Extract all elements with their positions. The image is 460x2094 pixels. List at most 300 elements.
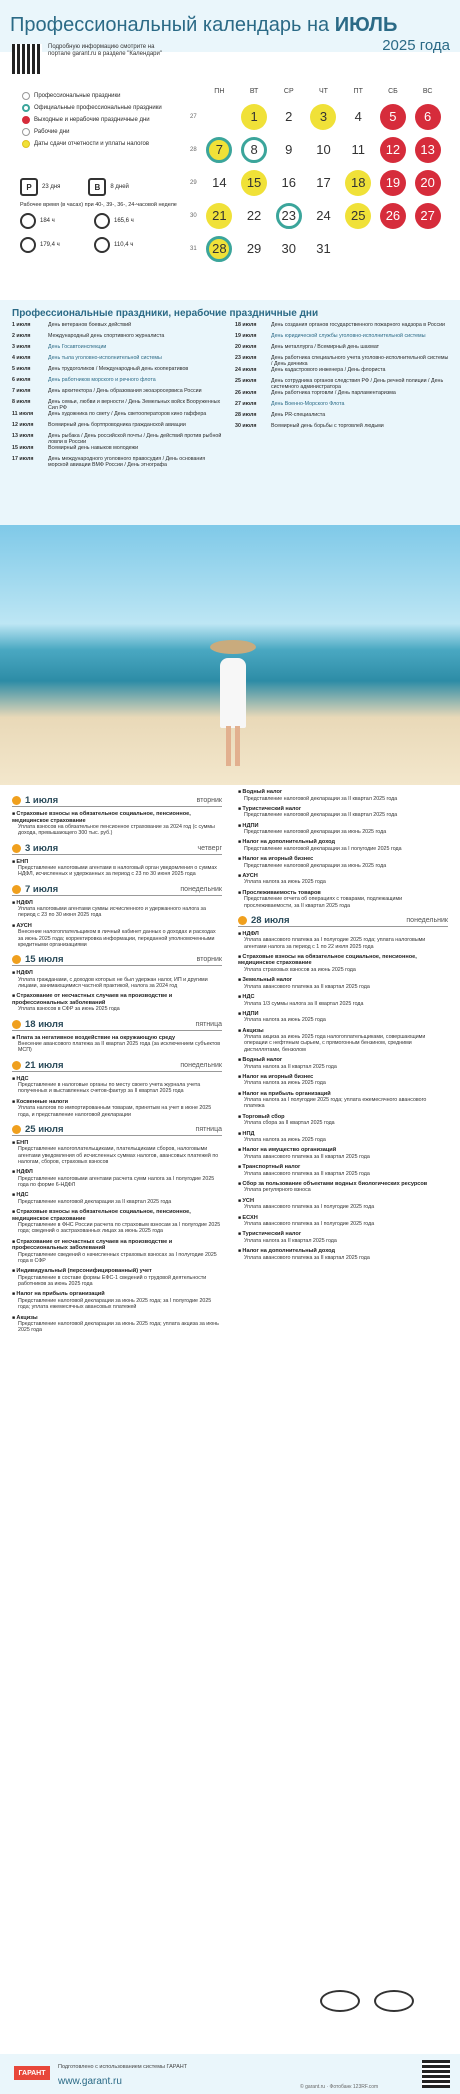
deadline-item (238, 1164, 448, 1177)
deadline-item (12, 1192, 222, 1205)
deadline-date: 7 июля (25, 883, 59, 895)
holiday-name: День художника по свету / День светооператоров кино гаффера (48, 411, 207, 417)
deadline-item (12, 993, 222, 1012)
legend-item: Выходные и нерабочие праздничные дни (22, 114, 182, 126)
calendar-day[interactable]: 12 (380, 137, 406, 163)
legend-item: Профессиональные праздники (22, 90, 182, 102)
deadline-title: ■ НДС (12, 1076, 222, 1083)
deadline-date: 3 июля (25, 842, 59, 854)
deadline-title: ■ Налог на прибыль организаций (238, 1091, 448, 1098)
holidays-right (235, 322, 450, 434)
clock-icon (94, 213, 110, 229)
qr-code[interactable] (422, 2060, 450, 2088)
deadline-desc: Уплата авансового платежа за I полугодие 2025 года; уплата налоговыми агентами налога за период с 1 по 22 июля 2025 года (244, 937, 426, 950)
deadline-title: ■ Торговый сбор (238, 1114, 448, 1121)
holiday-name: День тыла уголовно-исполнительной системы (48, 355, 162, 361)
week-number: 27 (190, 113, 197, 120)
deadline-item (12, 1140, 222, 1165)
deadline-desc: Представление налоговыми агентами расчета сумм налога за I полугодие 2025 года по форме 6-НДФЛ (18, 1175, 215, 1189)
holiday-date: 26 июля (235, 390, 257, 396)
deadline-desc: Уплата налоговыми агентами суммы исчисленного и удержанного налога за период с 23 по 30 июня 2025 года (18, 906, 206, 919)
deadline-title: ■ Страховые взносы на обязательное социальное, пенсионное, медицинское страхование (238, 954, 448, 967)
calendar-day[interactable]: 11 (345, 137, 371, 163)
calendar-day[interactable]: 10 (310, 137, 336, 163)
deadline-item (238, 1131, 448, 1144)
deadline-desc: Представление в налоговые органы по месту своего учета журнала учета полученных и выставленных счетов-фактур за II квартал 2025 года (18, 1082, 201, 1095)
deadline-item (238, 1215, 448, 1228)
holiday-name: День PR-специалиста (271, 412, 326, 418)
holiday-row (12, 366, 227, 377)
deadline-item (12, 1291, 222, 1310)
deadline-title: ■ Страхование от несчастных случаев на производстве и профессиональных заболеваний (12, 993, 222, 1006)
deadline-item (12, 1076, 222, 1095)
deadline-title: ■ ЕСХН (238, 1215, 448, 1222)
deadline-item (12, 859, 222, 878)
holidays-left (12, 322, 227, 468)
deadline-title: ■ Туристический налог (238, 806, 448, 813)
calendar-day[interactable]: 22 (241, 203, 267, 229)
calendar-day[interactable]: 21 (206, 203, 232, 229)
deadline-title: ■ Налог на игорный бизнес (238, 1074, 448, 1081)
deadline-desc: Представление налоговыми агентами в налоговый орган уведомления о суммах НДФЛ, исчисленных и удержанных за период с 23 по 30 июня 2025 года (18, 865, 217, 878)
calendar-day[interactable]: 5 (380, 104, 406, 130)
holiday-row (12, 322, 227, 333)
deadline-title: ■ Земельный налог (238, 977, 448, 984)
holiday-row (235, 367, 450, 378)
deadline-title: ■ Налог на прибыль организаций (12, 1291, 222, 1298)
deadline-desc: Уплата гражданами, с доходов которых не был удержан налог, ИП и другими лицами, занимающимися частной практикой, налога за 2024 год (18, 976, 208, 989)
site-link[interactable]: www.garant.ru (58, 2076, 122, 2087)
calendar-day[interactable]: 2 (276, 104, 302, 130)
calendar-day[interactable]: 4 (345, 104, 371, 130)
holiday-name: День сотрудника органов следствия РФ / День речной полиции / День системного администратора (271, 378, 444, 390)
holiday-row (12, 399, 227, 411)
deadline-date: 18 июля (25, 1018, 64, 1030)
calendar-day[interactable]: 1 (241, 104, 267, 130)
qr-note: Подробную информацию смотрите на портале garant.ru в разделе "Календари" (48, 44, 162, 57)
deadline-title: ■ Страховые взносы на обязательное социальное, пенсионное, медицинское страхование (12, 1209, 222, 1222)
weekday: четверг (197, 844, 222, 852)
deadline-item (238, 1231, 448, 1244)
deadline-desc: Представление налоговой декларации за июнь 2025 года (244, 829, 387, 836)
deadline-desc: Уплата взносов в СФР за июнь 2025 года (18, 1006, 120, 1013)
calendar-day[interactable]: 14 (206, 170, 232, 196)
holiday-date: 5 июля (12, 366, 31, 372)
weekday-label: ЧТ (319, 88, 328, 95)
holiday-row (235, 412, 450, 423)
holiday-name: День работников морского и речного флота (48, 377, 156, 383)
holiday-row (12, 456, 227, 468)
calendar-day[interactable]: 17 (310, 170, 336, 196)
deadline-title: ■ Плата за негативное воздействие на окружающую среду (12, 1035, 222, 1042)
deadline-item (12, 1239, 222, 1265)
deadline-desc: Уплата сбора за II квартал 2025 года (244, 1120, 335, 1127)
holiday-row (235, 322, 450, 333)
qr-code[interactable] (12, 44, 42, 74)
deadline-item (12, 970, 222, 989)
calendar-week (190, 133, 445, 166)
holiday-row (235, 401, 450, 412)
footer (0, 2054, 460, 2094)
holiday-date: 25 июля (235, 378, 257, 384)
deadline-desc: Уплата авансового платежа за II квартал 2025 года (244, 1170, 370, 1177)
deadline-desc: Представление отчета об операциях с товарами, подлежащими прослеживаемости, за II квартал 2025 года (244, 896, 403, 909)
deadline-item (238, 931, 448, 950)
deadline-item (238, 954, 448, 973)
calendar-day[interactable]: 25 (345, 203, 371, 229)
deadline-desc: Уплата налога за II квартал 2025 года (244, 1237, 337, 1244)
holiday-date: 20 июля (235, 344, 257, 350)
holiday-name: Всемирный день навыков молодежи (48, 445, 139, 451)
holiday-row (12, 433, 227, 445)
deadline-title: ■ НДС (238, 994, 448, 1001)
deadline-desc: Уплата 1/3 суммы налога за II квартал 2025 года (244, 1000, 364, 1007)
holiday-name: День создания органов государственного пожарного надзора в России (271, 322, 446, 328)
weekday-label: ВС (422, 88, 433, 95)
work-stats (20, 175, 180, 257)
dress (220, 658, 246, 728)
calendar-day[interactable]: 18 (345, 170, 371, 196)
holiday-date: 2 июля (12, 333, 31, 339)
holidays-section (0, 300, 460, 525)
calendar-day[interactable]: 13 (415, 137, 441, 163)
deadline-desc: Внесение авансового платежа за II квартал 2025 года (за исключением субъектов МСП) (18, 1041, 221, 1054)
red-dot-icon (22, 116, 30, 124)
date-marker-icon (12, 955, 21, 964)
holiday-name: День международного уголовного правосудия / День основания морской авиации ВМФ России / День этнографа (48, 456, 206, 468)
holiday-name: День юридической службы уголовно-исполнительной системы (271, 333, 426, 339)
calendar-grid (190, 100, 445, 265)
date-header (12, 884, 222, 896)
deadline-item (238, 789, 448, 802)
deadline-title: ■ АУСН (12, 923, 222, 930)
deadline-desc: Представление налогоплательщиками, плательщиками сборов, налоговыми агентами уведомления об исчисленных суммах налогов, авансовых платежей по налогам, сборов, страховых взносов (18, 1146, 219, 1165)
deadline-date: 25 июля (25, 1123, 64, 1135)
calendar-day[interactable]: 29 (241, 236, 267, 262)
page-title: Профессиональный календарь на ИЮЛЬ (10, 14, 398, 36)
holiday-date: 15 июля (12, 445, 34, 451)
holiday-date: 27 июля (235, 401, 257, 407)
deadline-desc: Уплата авансового платежа за II квартал 2025 года (244, 983, 370, 990)
deadline-desc: Уплата налога за июнь 2025 года (244, 1017, 326, 1024)
deadline-desc: Уплата страховых взносов за июнь 2025 года (244, 966, 356, 973)
yellow-dot-icon (22, 140, 30, 148)
holiday-name: День архитектора / День образования экоаэросервиса России (48, 388, 202, 394)
ring-icon (22, 104, 30, 112)
clock-icon (20, 237, 36, 253)
holiday-row (12, 377, 227, 388)
date-marker-icon (12, 1125, 21, 1134)
deadline-title: ■ НДФЛ (12, 970, 222, 977)
holiday-date: 7 июля (12, 388, 31, 394)
deadline-date: 15 июля (25, 954, 64, 966)
holiday-date: 3 июля (12, 344, 31, 350)
calendar-day[interactable]: 9 (276, 137, 302, 163)
calendar-day[interactable]: 16 (276, 170, 302, 196)
deadline-date: 1 июля (25, 795, 59, 806)
deadline-title: ■ НДПИ (238, 823, 448, 830)
deadline-title: ■ НПД (238, 1131, 448, 1138)
holiday-row (12, 445, 227, 456)
deadline-item (12, 1268, 222, 1287)
weekday-label: ВТ (249, 88, 259, 95)
date-marker-icon (12, 844, 21, 853)
holiday-row (235, 378, 450, 390)
weekday: понедельник (406, 916, 448, 924)
holiday-name: День Госавтоинспекции (48, 344, 107, 350)
deadline-title: ■ НДПИ (238, 1011, 448, 1018)
deadlines-right (238, 789, 448, 1265)
holiday-row (235, 344, 450, 355)
holiday-name: День трудоголиков / Международный день кооперативов (48, 366, 189, 372)
holiday-date: 17 июля (12, 456, 34, 462)
holiday-row (235, 423, 450, 434)
calendar-day[interactable]: 30 (276, 236, 302, 262)
date-marker-icon (238, 916, 247, 925)
clock-icon (20, 213, 36, 229)
calendar-day[interactable]: 3 (310, 104, 336, 130)
weekday-label: СР (283, 88, 294, 95)
deadline-desc: Представление налоговой декларации за июнь 2025 года; за I полугодие 2025 года; уплата ежемесячных авансовых платежей (18, 1297, 212, 1311)
holiday-name: День ветеранов боевых действий (48, 322, 132, 328)
deadline-desc: Представление налоговой декларации за июнь 2025 года (244, 862, 387, 869)
lens (374, 1990, 414, 2012)
holiday-row (12, 411, 227, 422)
deadline-item (238, 1147, 448, 1160)
calendar-day[interactable]: 19 (380, 170, 406, 196)
holiday-date: 23 июля (235, 355, 257, 361)
week-number: 28 (190, 146, 197, 153)
holiday-date: 11 июля (12, 411, 34, 417)
deadline-title: ■ Туристический налог (238, 1231, 448, 1238)
holiday-date: 13 июля (12, 433, 34, 439)
holiday-name: Всемирный день бортпроводника гражданской авиации (48, 422, 186, 428)
deadline-item (238, 1057, 448, 1070)
month-calendar (190, 88, 445, 265)
deadline-title: ■ Акцизы (12, 1315, 222, 1322)
deadline-item (12, 1169, 222, 1188)
holiday-row (12, 344, 227, 355)
deadline-desc: Представление налоговой декларации за II квартал 2025 года (244, 795, 398, 802)
deadline-title: ■ Индивидуальный (персонифицированный) учет (12, 1268, 222, 1275)
legend-item: Даты сдачи отчетности и уплаты налогов (22, 138, 182, 150)
weekday-header (190, 88, 445, 100)
hat-icon (210, 640, 256, 654)
stat-row: 179,4 ч 110,4 ч (20, 233, 180, 257)
holiday-date: 8 июля (12, 399, 31, 405)
weekday: понедельник (180, 1061, 222, 1069)
deadline-desc: Уплата налогов по импортированным товарам, принятым на учет в июне 2025 года, и представление налоговой декларации (18, 1105, 212, 1118)
deadline-title: ■ Страхование от несчастных случаев на производстве и профессиональных заболеваний (12, 1239, 222, 1252)
lens (320, 1990, 360, 2012)
calendar-week (190, 199, 445, 232)
deadlines-left (12, 789, 222, 1338)
deadline-item (12, 1035, 222, 1054)
deadline-item (238, 1091, 448, 1110)
deadline-desc: Уплата налога за июнь 2025 года (244, 1137, 326, 1144)
calendar-day[interactable]: 26 (380, 203, 406, 229)
calendar-icon: В (88, 178, 106, 196)
deadline-item (238, 1074, 448, 1087)
holiday-name: День кадастрового инженера / День флориста (271, 367, 386, 373)
deadline-item (238, 856, 448, 869)
circle-icon (22, 92, 30, 100)
legend (22, 90, 182, 150)
deadline-desc: Уплата авансового платежа за I полугодие 2025 года (244, 1204, 375, 1211)
deadline-item (238, 1198, 448, 1211)
calendar-day[interactable]: 6 (415, 104, 441, 130)
deadline-desc: Уплата авансового платежа за II квартал 2025 года (244, 1153, 370, 1160)
footer-note: Подготовлено с использованием системы ГАРАНТ (58, 2064, 188, 2070)
deadline-desc: Уплата налога за I полугодие 2025 года; уплата ежемесячного авансового платежа (244, 1097, 427, 1110)
holiday-date: 6 июля (12, 377, 31, 383)
leg (226, 726, 231, 766)
deadline-title: ■ Водный налог (238, 1057, 448, 1064)
deadline-title: ■ Акцизы (238, 1028, 448, 1035)
date-header (12, 1124, 222, 1136)
weekday: пятница (195, 1125, 222, 1133)
deadline-title: ■ НДФЛ (12, 900, 222, 907)
holiday-name: День работника специального учета уголовно-исполнительной системы / День дачника (271, 355, 449, 367)
date-header (12, 954, 222, 966)
deadline-desc: Представление налоговой декларации за I полугодие 2025 года (244, 845, 402, 852)
parking-icon: Р (20, 178, 38, 196)
deadline-item (12, 923, 222, 948)
deadline-desc: Представление в ФНС России расчета по страховым взносам за I полугодие 2025 года; сведений о застрахованных лицах за июнь 2025 года (18, 1222, 221, 1235)
deadline-title: ■ НДФЛ (238, 931, 448, 938)
holiday-name: Всемирный день борьбы с торговлей людьми (271, 423, 384, 429)
holidays-title: Профессиональные праздники, нерабочие праздничные дни (12, 308, 319, 319)
holiday-date: 30 июля (235, 423, 257, 429)
deadline-desc: Представление сведений о начисленных страховых взносах за I полугодие 2025 года в СФР (18, 1251, 217, 1265)
deadline-item (238, 839, 448, 852)
calendar-day[interactable]: 20 (415, 170, 441, 196)
weekday: понедельник (180, 885, 222, 893)
deadline-desc: Уплата взносов на обязательное пенсионное страхование за 2024 год (с суммы дохода, превышающего 300 тыс. руб.) (18, 824, 215, 837)
date-marker-icon (12, 1061, 21, 1070)
deadline-title: ■ Страховые взносы на обязательное социальное, пенсионное, медицинское страхование (12, 811, 222, 824)
weekday: вторник (196, 797, 222, 804)
calendar-week (190, 232, 445, 265)
deadlines-section (0, 785, 460, 2054)
holiday-date: 4 июля (12, 355, 31, 361)
deadline-desc: Уплата авансового платежа за I полугодие 2025 года (244, 1221, 375, 1228)
holiday-name: День семьи, любви и верности / День Земельных войск Вооруженных Сил РФ (48, 399, 221, 411)
weekday-label: ПТ (353, 88, 363, 95)
weekday-label: СБ (388, 88, 398, 95)
holiday-date: 18 июля (235, 322, 257, 328)
calendar-day[interactable]: 31 (310, 236, 336, 262)
holiday-name: День работника торговли / День парламентаризма (271, 390, 396, 396)
holiday-row (235, 333, 450, 344)
deadline-desc: Уплата авансового платежа за II квартал 2025 года (244, 1254, 370, 1261)
deadline-item (238, 823, 448, 836)
week-number: 29 (190, 179, 197, 186)
deadline-desc: Уплата налога за июнь 2025 года (244, 879, 326, 886)
copyright: © garant.ru · Фотобанк 123RF.com (300, 2084, 379, 2090)
deadline-item (12, 1209, 222, 1235)
legend-item: Рабочие дни (22, 126, 182, 138)
clock-icon (94, 237, 110, 253)
deadline-item (238, 1248, 448, 1261)
woman-figure (218, 640, 248, 770)
holiday-name: День рыбака / День российской почты / День действий против рыбной ловли в России (48, 433, 222, 445)
calendar-day[interactable]: 8 (241, 137, 267, 163)
deadline-title: ■ ЕНП (12, 1140, 222, 1147)
deadline-title: ■ Налог на игорный бизнес (238, 856, 448, 863)
stat-row: Р 23 дня В 8 дней (20, 175, 180, 199)
calendar-day[interactable]: 28 (206, 236, 232, 262)
date-marker-icon (12, 796, 21, 805)
date-marker-icon (12, 885, 21, 894)
date-header (12, 795, 222, 807)
calendar-day[interactable]: 24 (310, 203, 336, 229)
deadline-title: ■ НДФЛ (12, 1169, 222, 1176)
deadline-title: ■ Налог на дополнительный доход (238, 839, 448, 846)
calendar-day[interactable]: 23 (276, 203, 302, 229)
calendar-day[interactable]: 27 (415, 203, 441, 229)
holiday-date: 24 июля (235, 367, 257, 373)
deadline-title: ■ АУСН (238, 873, 448, 880)
date-marker-icon (12, 1020, 21, 1029)
holiday-name: Международный день спортивного журналиста (48, 333, 165, 339)
calendar-day[interactable]: 7 (206, 137, 232, 163)
deadline-item (238, 994, 448, 1007)
weekday: вторник (196, 956, 222, 964)
deadline-item (238, 977, 448, 990)
date-header (12, 1019, 222, 1031)
deadline-desc: Уплата регулярного взноса (244, 1187, 311, 1194)
deadline-desc: Представление налоговой декларации за июнь 2025 года; уплата акциза за июнь 2025 года (18, 1321, 219, 1334)
deadline-desc: Уплата акциза за июнь 2025 года налогоплательщиками, совершающими операции с нефтяным сырьем, с прямогонным бензином, средними дистиллятами, бензолом (244, 1034, 426, 1053)
deadline-item (12, 1099, 222, 1118)
deadline-item (238, 1114, 448, 1127)
deadline-title: ■ Прослеживаемость товаров (238, 890, 448, 897)
date-header (12, 843, 222, 855)
holiday-name: День металлурга / Всемирный день шахмат (271, 344, 380, 350)
holiday-date: 28 июля (235, 412, 257, 418)
holiday-row (235, 355, 450, 367)
weekday-label: ПН (214, 88, 225, 95)
deadline-title: ■ Водный налог (238, 789, 448, 796)
holiday-row (12, 388, 227, 399)
deadline-title: ■ Косвенные налоги (12, 1099, 222, 1106)
sunglasses-icon (320, 1990, 420, 2022)
garant-logo[interactable]: ГАРАНТ (14, 2066, 50, 2080)
holiday-date: 1 июля (12, 322, 31, 328)
stat-row: 184 ч 165,6 ч (20, 209, 180, 233)
deadline-item (238, 1011, 448, 1024)
deadline-desc: Представление налоговой декларации за II квартал 2025 года (244, 812, 398, 819)
deadline-date: 28 июля (251, 914, 290, 926)
holiday-row (12, 355, 227, 366)
deadline-item (238, 806, 448, 819)
deadline-date: 21 июля (25, 1059, 64, 1071)
deadline-title: ■ ЕНП (12, 859, 222, 866)
deadline-title: ■ Налог на имущество организаций (238, 1147, 448, 1154)
calendar-day[interactable]: 15 (241, 170, 267, 196)
deadline-item (238, 1181, 448, 1194)
week-number: 30 (190, 212, 197, 219)
circle-icon (22, 128, 30, 136)
work-time-note: Рабочее время (в часах) при 40-, 39-, 36-, 24-часовой неделе (20, 202, 177, 208)
deadline-item (12, 811, 222, 837)
date-header (12, 1060, 222, 1072)
legend-item: Официальные профессиональные праздники (22, 102, 182, 114)
deadline-desc: Представление в составе формы ЕФС-1 сведений о трудовой деятельности работников за июнь 2025 года (18, 1274, 207, 1288)
deadline-title: ■ НДС (12, 1192, 222, 1199)
deadline-desc: Представление налоговой декларации за II квартал 2025 года (18, 1198, 172, 1205)
